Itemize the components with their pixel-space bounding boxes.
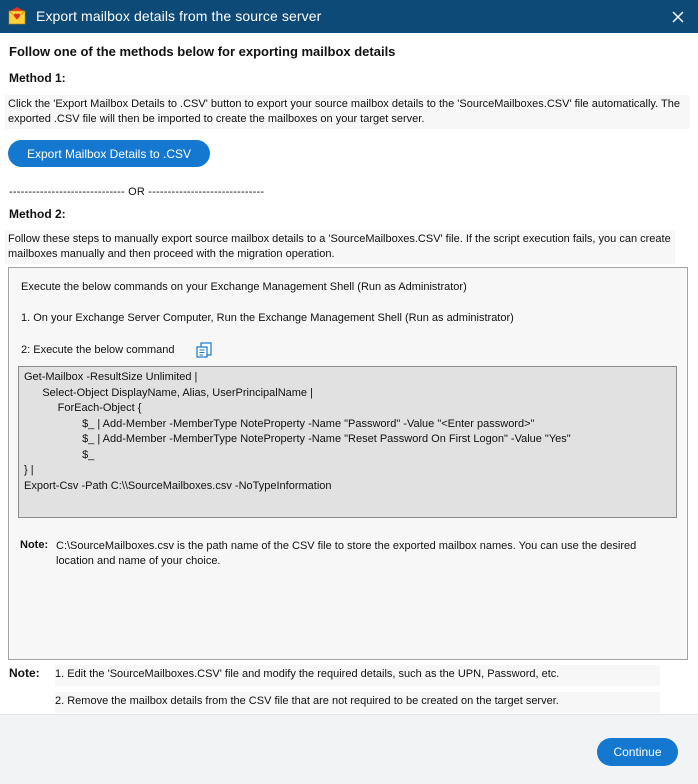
close-icon	[672, 11, 684, 23]
code-line: $_ | Add-Member -MemberType NoteProperty -Name "Reset Password On First Logon" -Value "Yes"	[24, 433, 571, 445]
step-1: 1. On your Exchange Server Computer, Run the Exchange Management Shell (Run as administrator)	[21, 312, 514, 324]
step-2: 2: Execute the below command	[21, 344, 175, 356]
note-label: Note:	[20, 539, 49, 551]
method2-label: Method 2:	[9, 207, 66, 221]
close-button[interactable]	[658, 0, 698, 33]
steps-intro: Execute the below commands on your Exchange Management Shell (Run as Administrator)	[21, 281, 467, 293]
export-mailbox-details-button[interactable]: Export Mailbox Details to .CSV	[8, 140, 210, 167]
code-line: } |	[24, 464, 34, 476]
envelope-heart-icon	[7, 6, 27, 26]
or-divider: ------------------------------ OR ------------------------------	[9, 186, 265, 198]
title-bar	[0, 0, 698, 33]
method2-description: Follow these steps to manually export source mailbox details to a 'SourceMailboxes.CSV' file. If the script execution fails, you can create mailboxes manually and then proceed with the migration operation.	[5, 230, 675, 264]
note-text: C:\SourceMailboxes.csv is the path name of the CSV file to store the exported mailbox names. You can use the desired location and name of your choice.	[56, 540, 637, 567]
dialog-content	[0, 33, 698, 714]
code-line: Get-Mailbox -ResultSize Unlimited |	[24, 371, 198, 383]
continue-button[interactable]: Continue	[597, 738, 678, 766]
code-line: $_ | Add-Member -MemberType NoteProperty -Name "Password" -Value "<Enter password>"	[24, 417, 535, 430]
code-line: ForEach-Object {	[24, 402, 142, 414]
method1-description: Click the 'Export Mailbox Details to .CSV' button to export your source mailbox details to the 'SourceMailboxes.CSV' file automatically. The exported .CSV file will then be imported to create the mailboxes on your target server.	[5, 95, 690, 129]
window-title: Export mailbox details from the source server	[36, 8, 322, 24]
code-line: Export-Csv -Path C:\\SourceMailboxes.csv -NoTypeInformation	[24, 479, 332, 492]
bottom-note-label: Note:	[9, 666, 40, 680]
powershell-command-box[interactable]	[18, 366, 677, 518]
method1-label: Method 1:	[9, 71, 66, 85]
manual-steps-panel	[8, 267, 688, 660]
code-line: $_	[24, 448, 95, 461]
dialog-footer	[0, 714, 698, 784]
page-heading: Follow one of the methods below for exporting mailbox details	[9, 44, 396, 59]
code-line: Select-Object DisplayName, Alias, UserPrincipalName |	[24, 386, 313, 399]
copy-icon[interactable]	[195, 341, 213, 359]
bottom-note-item-2: 2. Remove the mailbox details from the CSV file that are not required to be created on the target server.	[55, 692, 660, 713]
bottom-note-item-1: 1. Edit the 'SourceMailboxes.CSV' file and modify the required details, such as the UPN, Password, etc.	[55, 665, 660, 686]
